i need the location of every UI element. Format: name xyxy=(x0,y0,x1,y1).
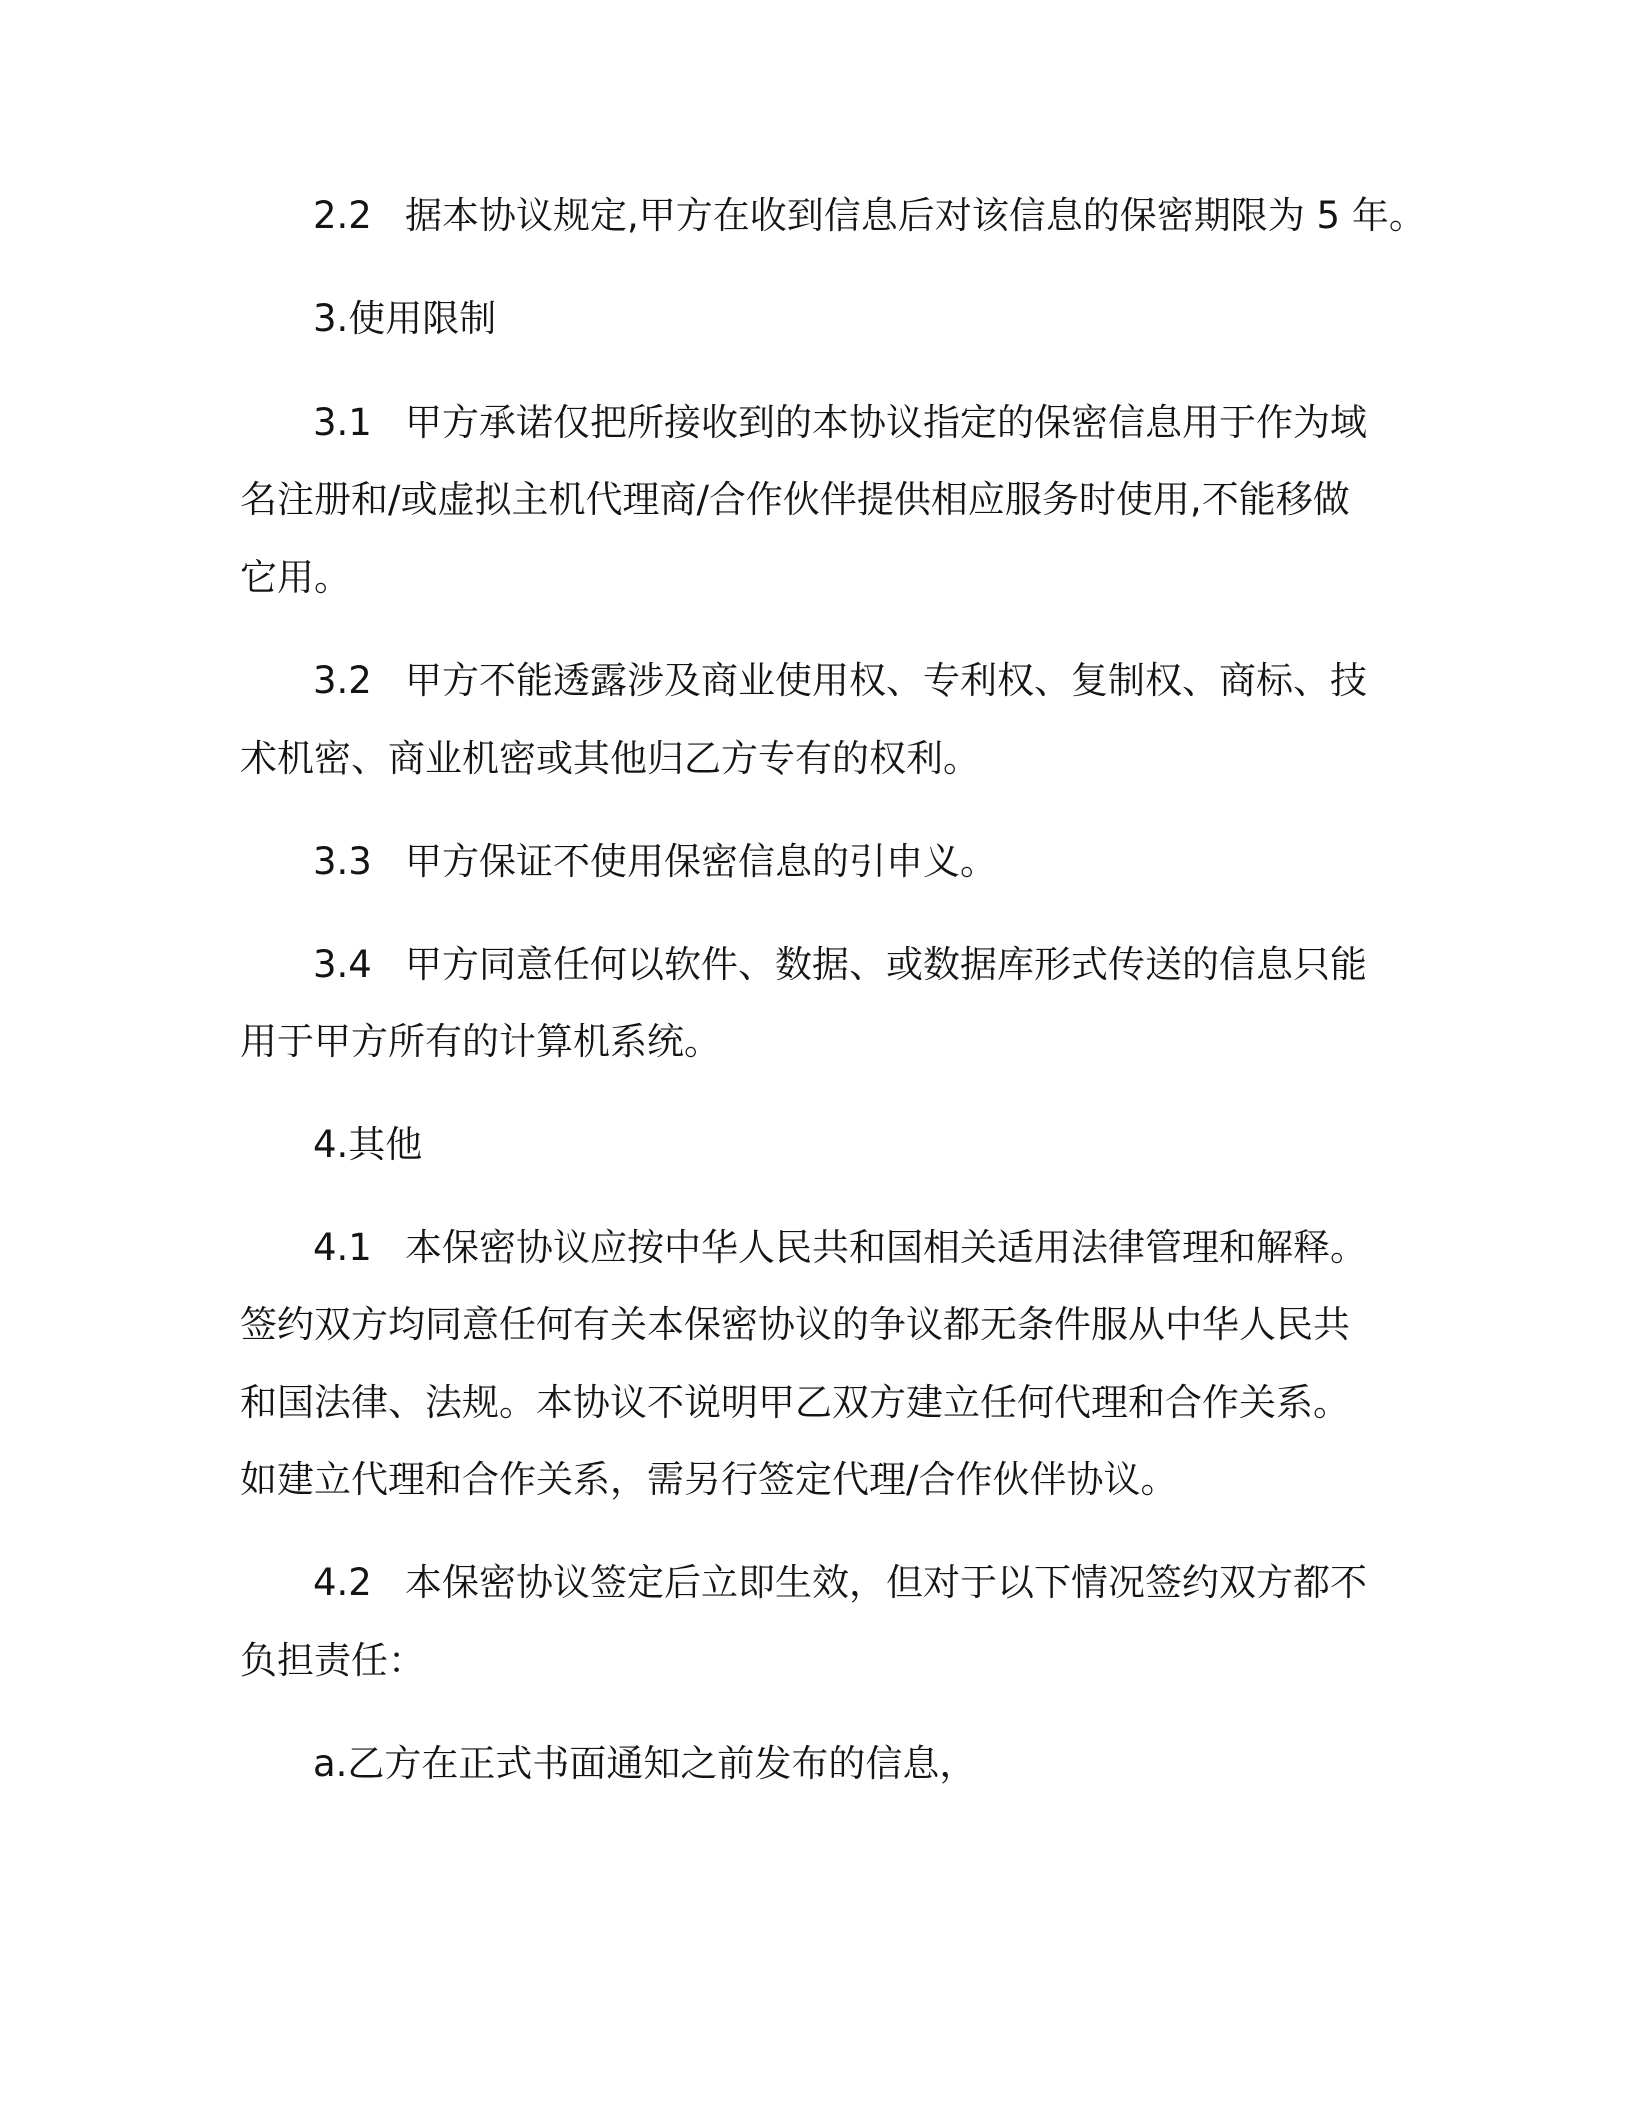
clause-number: 2.2 xyxy=(313,194,372,237)
clause-number: 3.3 xyxy=(313,840,372,883)
clause-3-4-line-1 xyxy=(313,935,1513,995)
clause-3-2-line-1 xyxy=(313,651,1513,711)
clause-3-1-line-3: 它用。 xyxy=(240,556,351,599)
clause-2-2-line-1 xyxy=(313,186,1513,246)
clause-text: 甲方保证不使用保密信息的引申义。 xyxy=(405,840,997,883)
clause-3-1-line-1 xyxy=(313,393,1513,453)
clause-4-2-line-2: 负担责任： xyxy=(240,1639,425,1682)
clause-text: 甲方承诺仅把所接收到的本协议指定的保密信息用于作为域 xyxy=(405,401,1367,444)
clause-4-1-line-1 xyxy=(313,1218,1513,1278)
clause-number: 4.2 xyxy=(313,1561,372,1604)
clause-3-1-line-2: 名注册和/或虚拟主机代理商/合作伙伴提供相应服务时使用,不能移做 xyxy=(240,478,1350,521)
clause-text: 本保密协议签定后立即生效，但对于以下情况签约双方都不 xyxy=(405,1561,1367,1604)
clause-text: 甲方同意任何以软件、数据、或数据库形式传送的信息只能 xyxy=(405,943,1367,986)
clause-4-2-line-1 xyxy=(313,1553,1513,1613)
clause-text: 据本协议规定,甲方在收到信息后对该信息的保密期限为 5 年。 xyxy=(405,194,1426,237)
section-heading-3: 3.使用限制 xyxy=(313,297,497,340)
clause-number: 3.1 xyxy=(313,401,372,444)
clause-text: 本保密协议应按中华人民共和国相关适用法律管理和解释。 xyxy=(405,1226,1367,1269)
clause-number: 3.2 xyxy=(313,659,372,702)
section-heading-4: 4.其他 xyxy=(313,1123,423,1166)
clause-3-3-line-1 xyxy=(313,832,1513,892)
clause-text: 甲方不能透露涉及商业使用权、专利权、复制权、商标、技 xyxy=(405,659,1367,702)
clause-3-2-line-2: 术机密、商业机密或其他归乙方专有的权利。 xyxy=(240,737,980,780)
clause-number: 3.4 xyxy=(313,943,372,986)
clause-3-4-line-2: 用于甲方所有的计算机系统。 xyxy=(240,1020,721,1063)
clause-number: 4.1 xyxy=(313,1226,372,1269)
clause-4-1-line-4: 如建立代理和合作关系，需另行签定代理/合作伙伴协议。 xyxy=(240,1458,1178,1501)
clause-4-2-item-a: a.乙方在正式书面通知之前发布的信息， xyxy=(313,1742,977,1785)
clause-4-1-line-2: 签约双方均同意任何有关本保密协议的争议都无条件服从中华人民共 xyxy=(240,1303,1350,1346)
clause-4-1-line-3: 和国法律、法规。本协议不说明甲乙双方建立任何代理和合作关系。 xyxy=(240,1381,1350,1424)
